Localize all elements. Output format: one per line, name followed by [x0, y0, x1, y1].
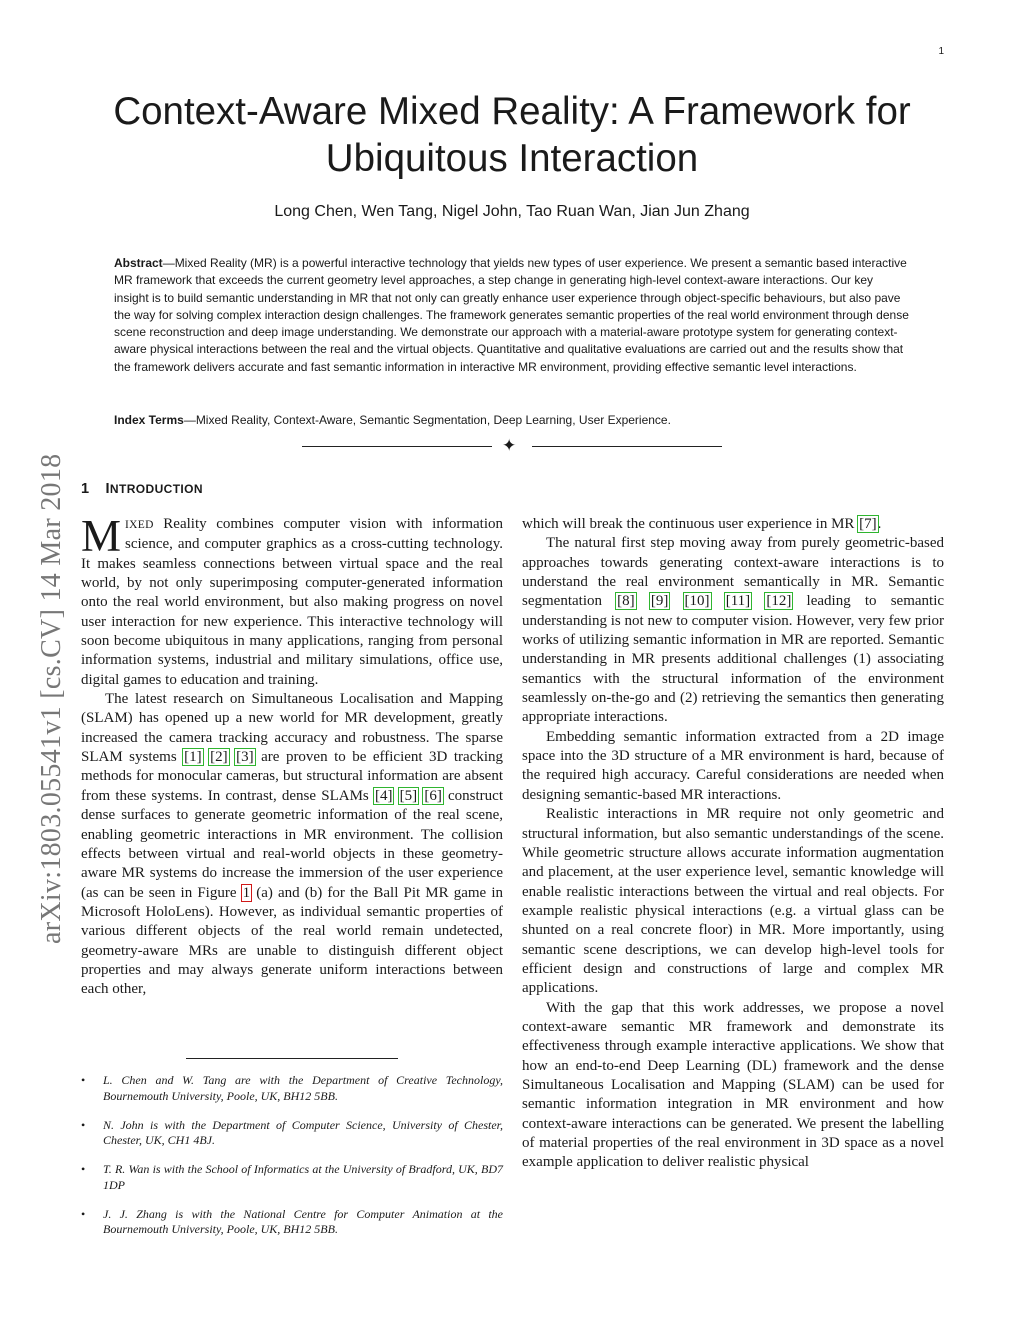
title-line-2: Ubiquitous Interaction [325, 137, 699, 180]
citation-link[interactable]: [7] [859, 516, 877, 532]
paragraph-text: leading to semantic understanding is not new to computer vision. However, very few prior works of utilizing semantic information in MR are reported. Semantic understanding in MR presents additional challenges (1) associating semantics with the structural information of the environment seamlessly on-the-go and (2) retrieving the semantics then generating appropriate interactions. [522, 593, 945, 726]
index-terms-label: Index Terms [114, 413, 184, 427]
paragraph-text: Reality combines computer vision with information science, and computer graphics as a cross-cutting technology. It makes seamless connections between virtual space and the real world, by not only superimposing computer-generated information onto the real world environment, but also making progress on novel user interaction for new experience. This interactive technology will soon become ubiquitous in many applications, ranging from personal information systems, industrial and military simulations, office use, digital games to education and training. [81, 516, 503, 688]
section-title-rest: NTRODUCTION [109, 482, 203, 496]
title-line-1: Context-Aware Mixed Reality: A Framework for [113, 90, 911, 133]
paragraph-text: which will break the continuous user experience in MR [522, 516, 859, 532]
footnote-text: N. John is with the Department of Computer Science, University of Chester, Chester, UK, CH1 4BJ. [103, 1117, 503, 1147]
abstract [114, 255, 910, 376]
body-paragraph-3 [522, 515, 944, 534]
footnote-item [81, 1207, 503, 1238]
figure-reference-link[interactable]: 1 [242, 884, 251, 901]
author-list: Long Chen, Wen Tang, Nigel John, Tao Ruan Wan, Jian Jun Zhang [274, 203, 750, 220]
bullet-icon: • [81, 1162, 86, 1176]
paragraph-text: The latest research on Simultaneous Localisation and Mapping (SLAM) has opened up a new world for MR development, greatly increased the camera tracking accuracy and robustness. The sparse SLAM systems [81, 691, 503, 766]
body-paragraph-7: With the gap that this work addresses, we propose a novel context-aware semantic MR framework and demonstrate its effectiveness through example interactive applications. We show that how an end-to-end Deep Learning (DL) framework and the dense Simultaneous Localisation and Mapping (SLAM) can be used for semantic information integration in MR environment and how context-aware interactions can be generated. We present the labelling of material properties of the real environment in 3D space as a novel example application to deliver realistic physical [522, 999, 944, 1171]
footnote-item [81, 1118, 503, 1149]
body-paragraph-6: Realistic interactions in MR require not only geometric and structural information, but also semantic understandings of the scene. While geometric structure allows accurate information augmentation and placement, at the user experience level, semantic knowledge will enable realistic interactions between the virtual and real objects. For example realistic physical interactions (e.g. a virtual glass can be shunted on a real concrete floor) in MR. More importantly, using semantic scene descriptions, we can develop high-level tools for efficient design and constructions of large and complex MR applications. [522, 806, 944, 997]
bullet-icon: • [81, 1117, 86, 1132]
paragraph-text: . [877, 516, 882, 532]
citation-link[interactable]: [9] [650, 593, 669, 610]
section-title-initial: I [105, 481, 110, 497]
paragraph-text: (a) and (b) for the Ball Pit MR game in Microsoft HoloLens). However, as individual semantic properties of various different objects of the real world remain undetected, geometry-aware MRs are unable to distinguish different object properties and may always generate uniform interactions between each other, [81, 884, 503, 998]
footnote-text: J. J. Zhang is with the National Centre for Computer Animation at the Bournemouth University, Poole, UK, BH12 5BB. [103, 1206, 503, 1236]
citation-link[interactable]: [10] [684, 593, 710, 610]
footnote-text: L. Chen and W. Tang are with the Department of Creative Technology, Bournemouth University, Poole, UK, BH12 5BB. [103, 1073, 503, 1103]
smallcaps-lead: IXED [125, 519, 154, 531]
abstract-text: —Mixed Reality (MR) is a powerful interactive technology that yields new types of user experience. We present a semantic based interactive MR framework that exceeds the current geometry level approaches, a step change in generating high-level context-aware interactions. Our key insight is to build semantic understanding in MR that not only can greatly enhance user experience through object-specific behaviours, but also pave the way for solving complex interaction design challenges. The framework generates semantic properties of the real world environment through dense scene reconstruction and deep image understanding. We demonstrate our approach with a material-aware prototype system for generating context-aware physical interactions between the real and the virtual objects. Quantitative and qualitative evaluations are carried out and the results show that the framework delivers accurate and fast semantic information in interactive MR environment, providing effective semantic level interactions. [114, 256, 909, 374]
citation-link[interactable]: [12] [766, 593, 792, 610]
paragraph-text: The natural first step moving away from purely geometric-based approaches towards generating context-aware interactions is to understand the real environment semantically in MR. Semantic segmentation [522, 535, 944, 610]
citation-link[interactable]: [6] [424, 787, 442, 804]
section-number: 1 [81, 481, 90, 497]
citation-link[interactable]: [3] [236, 749, 254, 766]
body-paragraph-4 [522, 534, 944, 727]
footnote-item [81, 1073, 503, 1104]
footnote-text: T. R. Wan is with the School of Informatics at the University of Bradford, UK, BD7 1DP [103, 1162, 503, 1192]
bullet-icon: • [81, 1073, 86, 1087]
drop-cap: M [81, 511, 122, 561]
separator-line-left [302, 446, 492, 447]
citation-link[interactable]: [11] [725, 593, 751, 610]
separator-line-right [532, 446, 722, 447]
citation-link[interactable]: [4] [374, 787, 393, 804]
separator-ornament-icon: ✦ [502, 436, 517, 455]
citation-link[interactable]: [1] [184, 749, 202, 766]
section-heading-introduction [81, 481, 203, 497]
right-column [522, 515, 944, 1173]
body-paragraph-1 [81, 511, 503, 690]
body-paragraph-5: Embedding semantic information extracted from a 2D image space into the 3D structure of a MR environment is hard, because of the required high accuracy. Careful considerations are needed when designing semantic-based MR interactions. [522, 728, 944, 803]
footnote-item [81, 1162, 503, 1193]
paper-title [90, 88, 934, 182]
citation-link[interactable]: [5] [399, 787, 418, 804]
left-column [81, 511, 504, 1000]
citation-link[interactable]: [2] [210, 749, 228, 766]
index-terms [114, 412, 910, 429]
arxiv-identifier-stamp: arXiv:1803.05541v1 [cs.CV] 14 Mar 2018 [36, 453, 67, 944]
citation-link[interactable]: [8] [617, 593, 635, 610]
paragraph-text: construct dense surfaces to generate geometric information of the real scene, enabling geometric interactions in MR environment. The collision effects between virtual and real-world objects in these geometry-aware MR systems do increase the immersion of the user experience (as can be seen in Figure [81, 787, 503, 901]
page-number: 1 [938, 46, 944, 57]
affiliation-footnotes [81, 1073, 503, 1251]
abstract-label: Abstract [114, 256, 163, 270]
paragraph-text: are proven to be efficient 3D tracking methods for monocular cameras, but structural information are absent from these systems. In contrast, dense SLAMs [81, 749, 504, 804]
body-paragraph-2 [81, 690, 503, 1000]
index-terms-text: —Mixed Reality, Context-Aware, Semantic Segmentation, Deep Learning, User Experience. [183, 413, 671, 427]
bullet-icon: • [81, 1206, 86, 1221]
footnote-rule [186, 1058, 398, 1059]
